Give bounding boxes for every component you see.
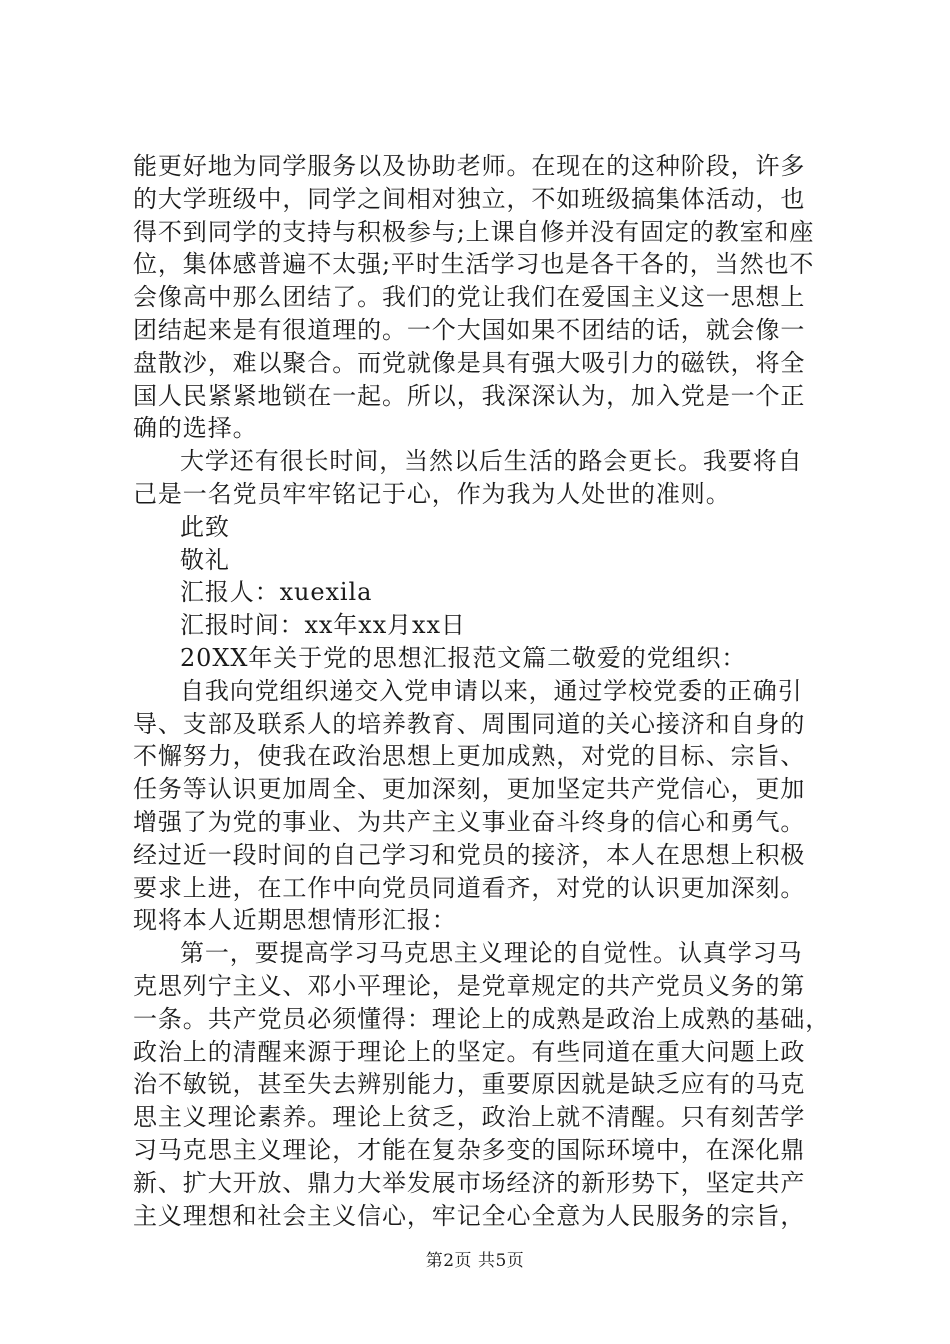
text-line: 己是一名党员牢牢铭记于心，作为我为人处世的准则。 [133,479,731,508]
text-line: 敬礼 [180,545,230,574]
page-footer: 第2页 共5页 [425,1251,525,1271]
text-line: 汇报人：xuexila [180,578,373,607]
text-line: 要求上进，在工作中向党员同道看齐，对党的认识更加深刻。 [133,873,806,902]
text-line: 盘散沙，难以聚合。而党就像是具有强大吸引力的磁铁，将全 [133,348,806,377]
text-line: 现将本人近期思想情形汇报： [133,906,457,935]
text-line: 克思列宁主义、邓小平理论，是党章规定的共产党员义务的第 [133,971,806,1000]
text-line: 20XX年关于党的思想汇报范文篇二敬爱的党组织： [180,643,747,672]
text-line: 大学还有很长时间，当然以后生活的路会更长。我要将自 [180,447,803,476]
text-line: 位，集体感普遍不太强;平时生活学习也是各干各的，当然也不 [133,250,815,279]
text-line: 会像高中那么团结了。我们的党让我们在爱国主义这一思想上 [133,283,806,312]
document-body [133,150,831,1232]
text-line: 新、扩大开放、鼎力大举发展市场经济的新形势下，坚定共产 [133,1168,806,1197]
text-line: 第一，要提高学习马克思主义理论的自觉性。认真学习马 [180,939,803,968]
text-line: 团结起来是有很道理的。一个大国如果不团结的话，就会像一 [133,315,806,344]
text-line: 此致 [180,512,230,541]
text-line: 思主义理论素养。理论上贫乏，政治上就不清醒。只有刻苦学 [133,1103,806,1132]
text-line: 治不敏锐，甚至失去辨别能力，重要原因就是缺乏应有的马克 [133,1070,806,1099]
text-line: 汇报时间：xx年xx月xx日 [180,611,466,640]
text-line: 习马克思主义理论，才能在复杂多变的国际环境中，在深化鼎 [133,1135,806,1164]
text-line: 主义理想和社会主义信心，牢记全心全意为人民服务的宗旨， [133,1201,806,1230]
text-line: 增强了为党的事业、为共产主义事业奋斗终身的信心和勇气。 [133,807,806,836]
text-line: 一条。共产党员必须懂得：理论上的成熟是政治上成熟的基础， [133,1004,831,1033]
text-line: 能更好地为同学服务以及协助老师。在现在的这种阶段，许多 [133,152,806,180]
text-line: 不懈努力，使我在政治思想上更加成熟，对党的目标、宗旨、 [133,742,806,771]
text-line: 政治上的清醒来源于理论上的坚定。有些同道在重大问题上政 [133,1037,806,1066]
text-line: 自我向党组织递交入党申请以来，通过学校党委的正确引 [180,676,803,705]
text-line: 任务等认识更加周全、更加深刻，更加坚定共产党信心，更加 [133,775,806,804]
text-line: 导、支部及联系人的培养教育、周围同道的关心接济和自身的 [133,709,806,738]
text-line: 经过近一段时间的自己学习和党员的接济，本人在思想上积极 [133,840,806,869]
text-line: 的大学班级中，同学之间相对独立，不如班级搞集体活动，也 [133,184,806,213]
text-line: 国人民紧紧地锁在一起。所以，我深深认为，加入党是一个正 [133,381,806,410]
text-line: 确的选择。 [133,414,258,443]
text-line: 得不到同学的支持与积极参与;上课自修并没有固定的教室和座 [133,217,815,246]
